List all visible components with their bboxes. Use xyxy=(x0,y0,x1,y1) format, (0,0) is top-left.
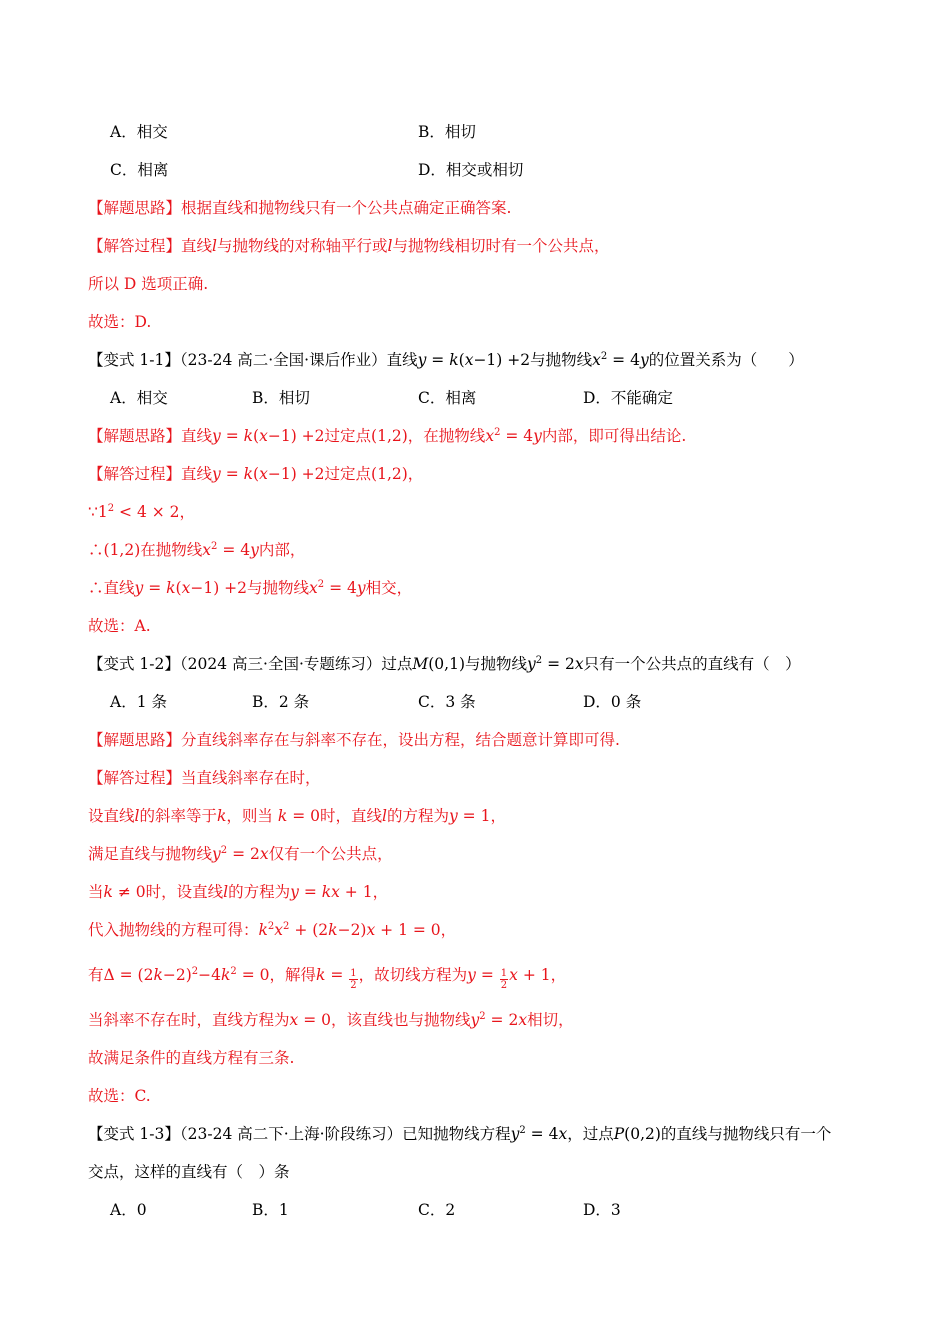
solution-idea: 【解题思路】分直线斜率存在与斜率不存在，设出方程，结合题意计算即可得. xyxy=(88,731,620,749)
option-c: C．相离 xyxy=(110,161,169,179)
question-variant-1-1: 【变式 1-1】（23-24 高二·全国·课后作业）直线y = k(x−1) +2与抛物线$x^2 = 4y$的位置关系为（ ） xyxy=(88,351,804,369)
option-a: A．相交 xyxy=(110,389,168,407)
answer: 故选：C. xyxy=(88,1087,151,1105)
solution-text: 有$\Delta = (2k-2)^2-4k^2 = 0$，解得k = $\frac{1}{2}$ ，故切线方程为y = $\frac{1}{2}$ x + 1， xyxy=(88,966,567,991)
option-c: C．2 xyxy=(418,1201,456,1219)
solution-text: 当斜率不存在时，直线方程为x = 0，该直线也与抛物线$y^2 = 2x$相切， xyxy=(88,1011,574,1029)
option-d: D．相交或相切 xyxy=(418,161,524,179)
solution-process: 【解答过程】当直线斜率存在时， xyxy=(88,769,321,787)
option-a: A．0 xyxy=(110,1201,147,1219)
question-text: 交点，这样的直线有（ ）条 xyxy=(88,1163,290,1181)
question-variant-1-2: 【变式 1-2】（2024 高三·全国·专题练习）过点M(0,1)与抛物线$y^2 = 2x$只有一个公共点的直线有（ ） xyxy=(88,655,801,673)
option-a: A．1 条 xyxy=(110,693,167,711)
option-c: C．相离 xyxy=(418,389,477,407)
solution-text: ∴直线y = k(x−1) +2与抛物线$x^2 = 4y$相交， xyxy=(88,579,413,597)
solution-text: 所以 D 选项正确. xyxy=(88,275,209,293)
solution-idea: 【解题思路】直线y = k(x−1) +2过定点(1,2)，在抛物线$x^2 = 4y$内部，即可得出结论. xyxy=(88,427,687,445)
solution-text: ∴(1,2)在抛物线$x^2 = 4y$内部， xyxy=(88,541,306,559)
option-b: B．相切 xyxy=(418,123,476,141)
option-d: D．不能确定 xyxy=(583,389,673,407)
option-b: B．相切 xyxy=(252,389,310,407)
solution-text: 当k ≠ 0时，设直线l的方程为y = kx + 1， xyxy=(88,883,389,901)
option-a: A．相交 xyxy=(110,123,168,141)
answer: 故选：D. xyxy=(88,313,152,331)
option-d: D．3 xyxy=(583,1201,621,1219)
solution-text: 故满足条件的直线方程有三条. xyxy=(88,1049,295,1067)
question-variant-1-3: 【变式 1-3】（23-24 高二下·上海·阶段练习）已知抛物线方程$y^2 = 4x$，过点P(0,2)的直线与抛物线只有一个 xyxy=(88,1125,832,1143)
option-d: D．0 条 xyxy=(583,693,642,711)
solution-idea: 【解题思路】根据直线和抛物线只有一个公共点确定正确答案. xyxy=(88,199,512,217)
solution-text: $\because 1^2 < 4 \times 2$， xyxy=(88,503,196,521)
solution-process: 【解答过程】直线l与抛物线的对称轴平行或l与抛物线相切时有一个公共点， xyxy=(88,237,610,255)
option-b: B．2 条 xyxy=(252,693,310,711)
solution-text: 满足直线与抛物线$y^2 = 2x$仅有一个公共点， xyxy=(88,845,393,863)
solution-text: 代入抛物线的方程可得：$k^2x^2 + (2k-2)x + 1 = 0$， xyxy=(88,921,457,939)
answer: 故选：A. xyxy=(88,617,151,635)
option-b: B．1 xyxy=(252,1201,289,1219)
option-c: C．3 条 xyxy=(418,693,476,711)
solution-process: 【解答过程】直线y = k(x−1) +2过定点(1,2)， xyxy=(88,465,424,483)
solution-text: 设直线l的斜率等于k，则当 k = 0时，直线l的方程为y = 1， xyxy=(88,807,506,825)
